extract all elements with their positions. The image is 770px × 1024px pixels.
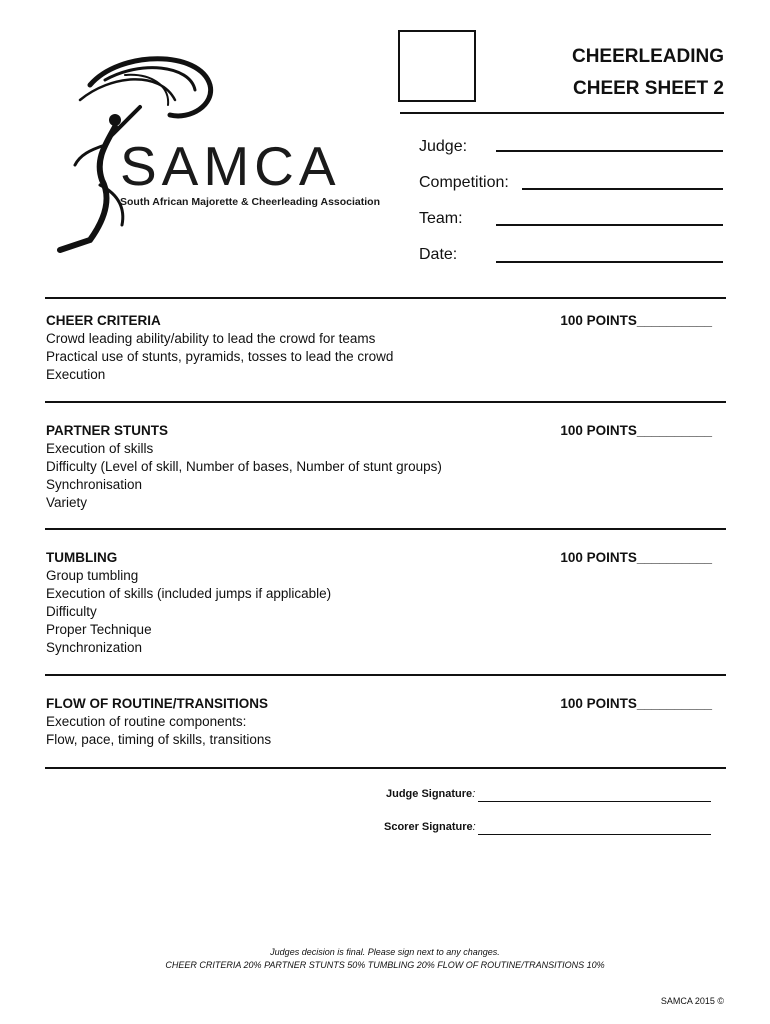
page-title: CHEERLEADING <box>571 46 724 67</box>
list-item: Execution <box>46 367 106 382</box>
points-field[interactable]: 100 POINTS__________ <box>560 550 712 565</box>
weighting-note: CHEER CRITERIA 20% PARTNER STUNTS 50% TUMBLING 20% FLOW OF ROUTINE/TRANSITIONS 10% <box>165 960 605 970</box>
score-box <box>398 30 476 102</box>
list-item: Difficulty <box>46 604 97 619</box>
divider <box>45 674 726 676</box>
section-title: CHEER CRITERIA <box>46 313 161 328</box>
section-flow-of-routine <box>46 695 716 749</box>
list-item: Proper Technique <box>46 622 152 637</box>
points-field[interactable]: 100 POINTS__________ <box>560 313 712 328</box>
copyright: SAMCA 2015 © <box>660 996 724 1006</box>
judge-signature-label: Judge Signature: <box>386 788 476 800</box>
date-label: Date: <box>419 246 458 263</box>
section-title: FLOW OF ROUTINE/TRANSITIONS <box>46 696 268 711</box>
section-cheer-criteria <box>46 312 716 384</box>
list-item: Crowd leading ability/ability to lead the crowd for teams <box>46 331 376 346</box>
judge-signature-field[interactable] <box>478 801 711 802</box>
judge-label: Judge: <box>419 138 468 155</box>
footer-note: Judges decision is final. Please sign next to any changes. <box>270 947 500 957</box>
list-item: Synchronisation <box>46 477 143 492</box>
date-field[interactable] <box>496 261 723 263</box>
competition-label: Competition: <box>419 174 509 191</box>
competition-field[interactable] <box>522 188 723 190</box>
divider <box>45 528 726 530</box>
list-item: Group tumbling <box>46 568 139 583</box>
list-item: Flow, pace, timing of skills, transitions <box>46 732 272 747</box>
scorer-signature-label: Scorer Signature: <box>384 821 476 833</box>
points-field[interactable]: 100 POINTS__________ <box>560 696 712 711</box>
team-label: Team: <box>419 210 463 227</box>
points-field[interactable]: 100 POINTS__________ <box>560 423 712 438</box>
judge-field[interactable] <box>496 150 723 152</box>
section-title: PARTNER STUNTS <box>46 423 169 438</box>
team-field[interactable] <box>496 224 723 226</box>
list-item: Variety <box>46 495 88 510</box>
divider <box>45 401 726 403</box>
section-title: TUMBLING <box>46 550 118 565</box>
logo-subtitle: South African Majorette & Cheerleading Association <box>120 196 381 208</box>
list-item: Synchronization <box>46 640 143 655</box>
scorer-signature-field[interactable] <box>478 834 711 835</box>
list-item: Execution of skills <box>46 441 154 456</box>
page-subtitle: CHEER SHEET 2 <box>573 78 724 99</box>
divider <box>45 297 726 299</box>
logo-name: SAMCA <box>120 135 341 197</box>
section-partner-stunts <box>46 422 716 512</box>
list-item: Execution of routine components: <box>46 714 247 729</box>
divider <box>45 767 726 769</box>
list-item: Difficulty (Level of skill, Number of bases, Number of stunt groups) <box>46 459 442 474</box>
list-item: Execution of skills (included jumps if applicable) <box>46 586 332 601</box>
list-item: Practical use of stunts, pyramids, tosses to lead the crowd <box>46 349 394 364</box>
title-divider <box>400 112 724 114</box>
logo-text <box>120 135 381 208</box>
section-tumbling <box>46 549 716 657</box>
